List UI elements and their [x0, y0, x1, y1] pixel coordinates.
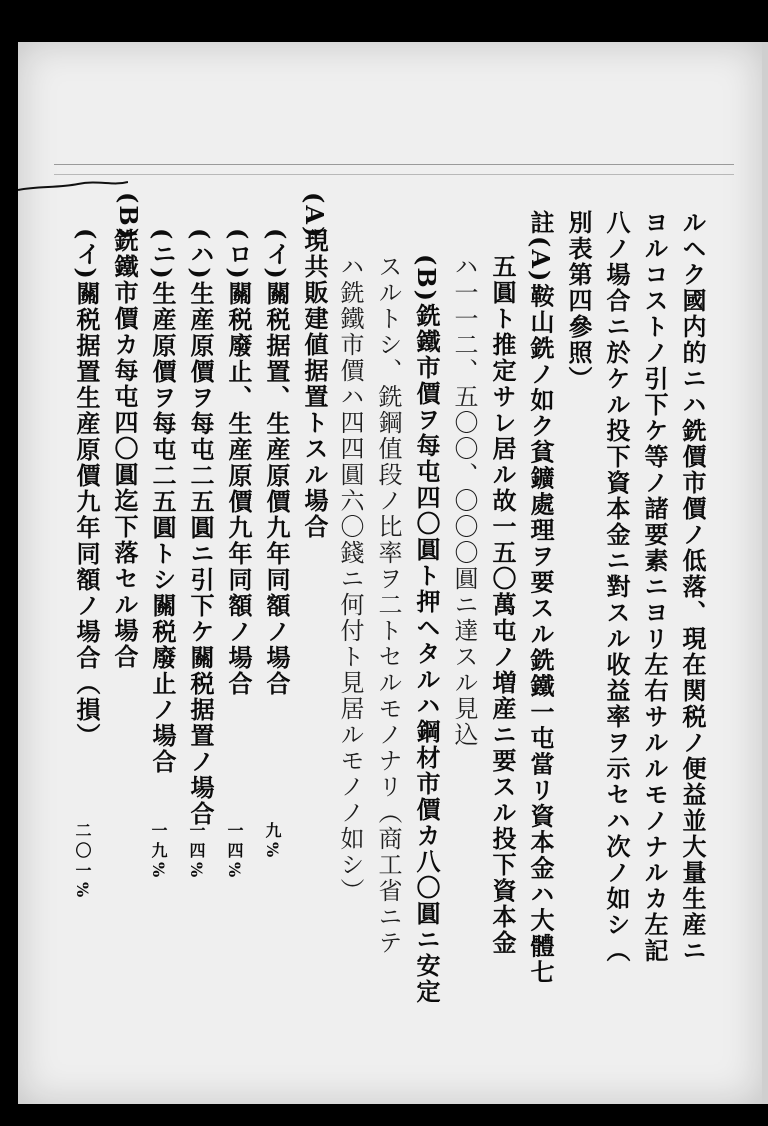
- note-a-line-3: ハ一一二、五〇〇、〇〇〇圓ニ達スル見込: [450, 254, 478, 748]
- pen-scratch-mark: [18, 178, 128, 198]
- percent-value: 一九%: [149, 822, 168, 882]
- header-rule-secondary: [54, 174, 734, 175]
- section-b-label: (B): [114, 192, 143, 241]
- header-rule: [54, 164, 734, 165]
- text-column-4: 別表第四參照）: [564, 210, 593, 392]
- case-a-ha: (ハ)生産原價ヲ每屯二五圓ニ引下ケ關税据置ノ場合: [186, 228, 215, 827]
- case-a-i: (イ)關税据置、生産原價九年同額ノ場合: [262, 228, 291, 697]
- note-b-line-3: ハ銑鐵市價ハ四四圓六〇錢ニ何付ト見居ルモノノ如シ）: [336, 254, 364, 904]
- document-page: [18, 42, 768, 1104]
- text-column-3: 八ノ場合ニ於ケル投下資本金ニ對スル收益率ヲ示セハ次ノ如シ（: [602, 210, 631, 964]
- percent-value: 二〇一%: [73, 822, 92, 902]
- note-a-line-1: 註(A)鞍山銑ノ如ク貧鑛處理ヲ要スル銑鐵一屯當リ資本金ハ大體七: [526, 210, 555, 986]
- note-a-line-2: 五圓ト推定サレ居ル故一五〇萬屯ノ増産ニ要スル投下資本金: [488, 254, 517, 956]
- case-b-i: (イ)關税据置生産原價九年同額ノ場合（損）: [72, 228, 101, 749]
- text-column-2: ヨルコストノ引下ケ等ノ諸要素ニヨリ左右サルルモノナルカ左記: [640, 210, 669, 964]
- percent-value: 九%: [263, 822, 282, 862]
- note-b-line-1: (B)銑鐵市價ヲ每屯四〇圓ト押ヘタルハ鋼材市價カ八〇圓ニ安定: [412, 254, 441, 1005]
- section-a-heading: 現共販建値据置トスル場合: [300, 228, 329, 540]
- case-a-ni: (ニ)生産原價ヲ每屯二五圓トシ關税廢止ノ場合: [148, 228, 177, 775]
- section-b-heading: 銑鐵市價カ每屯四〇圓迄下落セル場合: [110, 228, 139, 670]
- case-a-ro: (ロ)關税廢止、生産原價九年同額ノ場合: [224, 228, 253, 697]
- section-a-label: (A): [300, 192, 329, 240]
- text-column-1: ルヘク國内的ニハ銑價市價ノ低落、現在関税ノ便益並大量生産ニ: [678, 210, 707, 964]
- note-b-line-2: スルトシ、銑鋼值段ノ比率ヲ二トセルモノナリ（商工省ニテ: [374, 254, 402, 956]
- percent-value: 一四%: [225, 822, 244, 882]
- percent-value: 一四%: [187, 822, 206, 882]
